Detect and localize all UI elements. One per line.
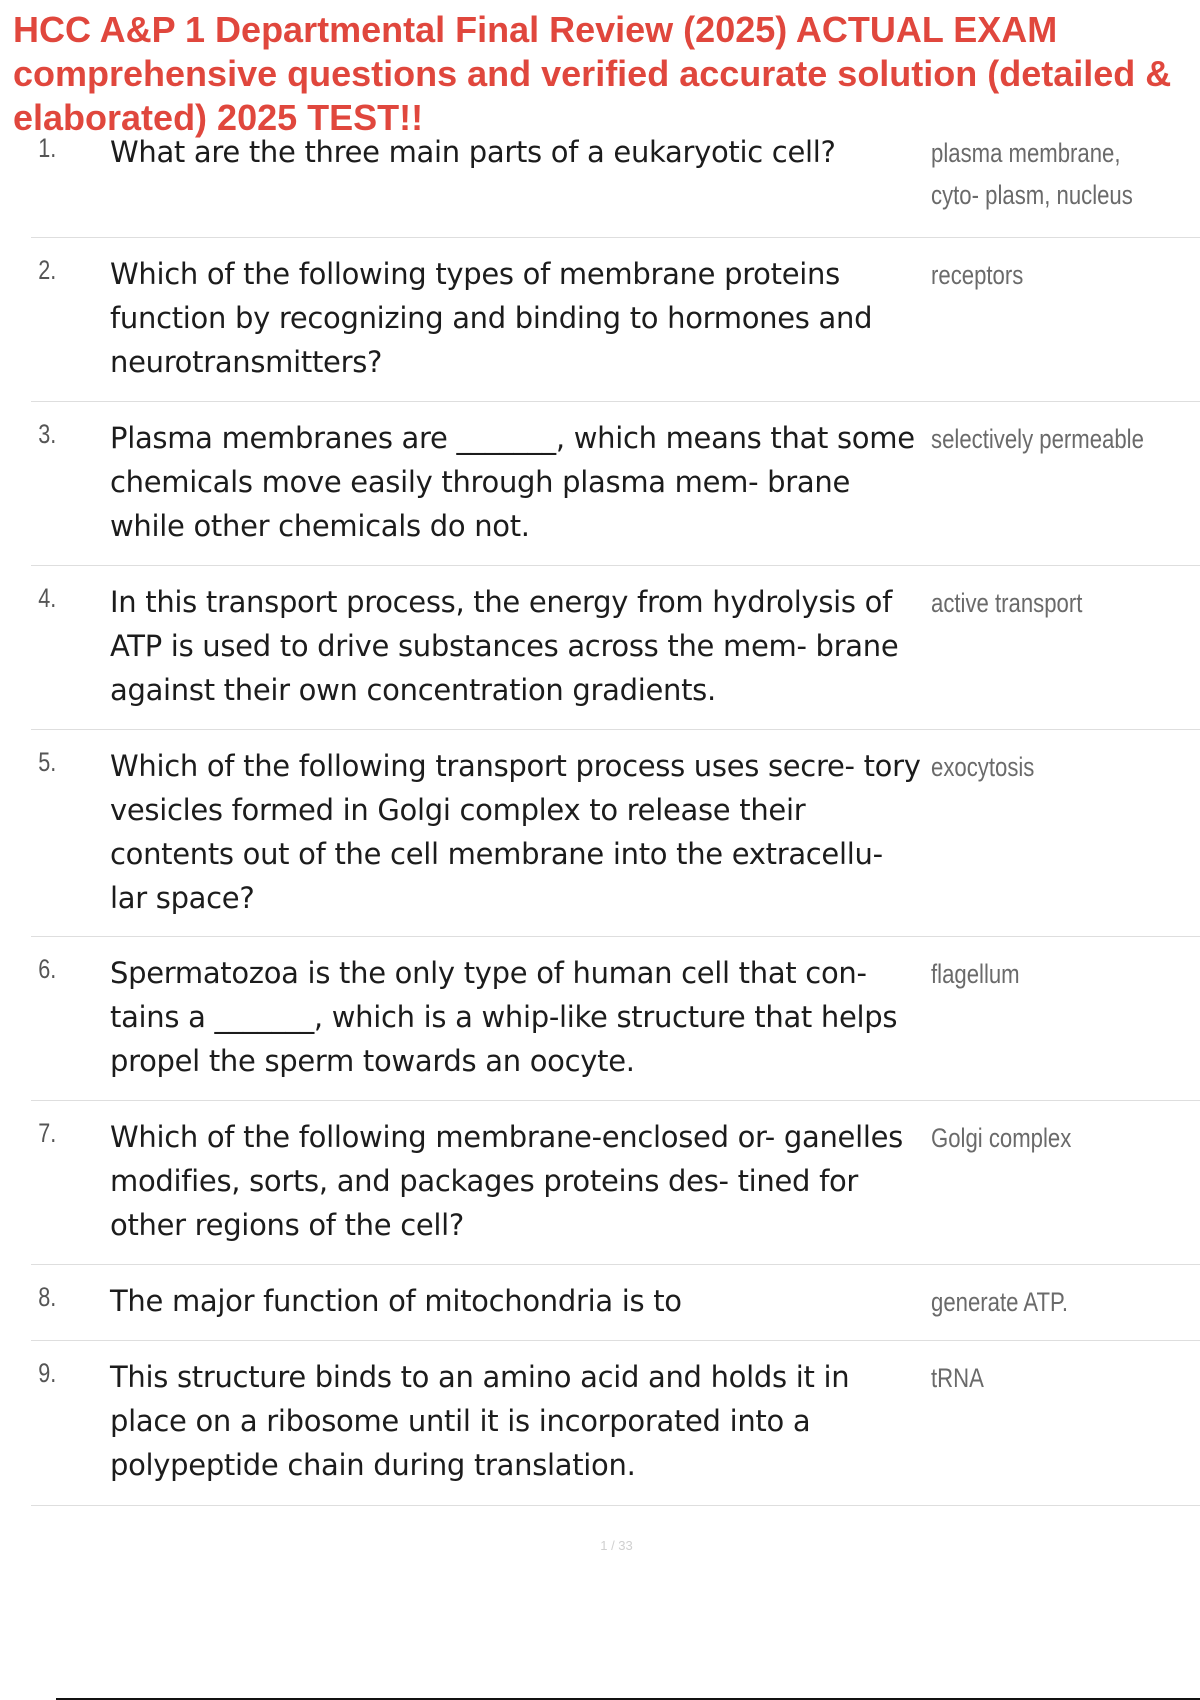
question-text: Which of the following membrane-enclosed or- ganelles modifies, sorts, and packages proteins des- tined for other regions of the cell? — [110, 1120, 903, 1242]
question-row — [31, 730, 1200, 937]
question-text: Plasma membranes are _______, which means that some chemicals move easily through plasma mem- brane while other chemicals do not. — [110, 421, 915, 543]
question-row — [31, 402, 1200, 566]
question-text: Spermatozoa is the only type of human cell that con- tains a _______, which is a whip-like structure that helps propel the sperm towards an oocyte. — [110, 956, 898, 1078]
question-number: 6. — [38, 954, 57, 984]
answer-text: plasma membrane, cyto- plasm, nucleus — [931, 138, 1133, 210]
question-row — [31, 566, 1200, 730]
question-row — [31, 937, 1200, 1101]
question-number: 2. — [38, 255, 57, 285]
question-row — [31, 1341, 1200, 1506]
question-text: This structure binds to an amino acid and holds it in place on a ribosome until it is incorporated into a polypeptide chain during translation. — [110, 1360, 850, 1482]
question-row — [31, 1101, 1200, 1265]
document-title: HCC A&P 1 Departmental Final Review (2025) ACTUAL EXAM comprehensive questions and verified accurate solution (detailed & elaborated) 2025 TEST!! — [13, 9, 1172, 138]
question-number: 5. — [38, 747, 57, 777]
question-text: In this transport process, the energy from hydrolysis of ATP is used to drive substances across the mem- brane against their own concentration gradients. — [110, 585, 899, 707]
answer-text: active transport — [931, 588, 1083, 618]
answer-text: flagellum — [931, 959, 1020, 989]
question-number: 7. — [38, 1118, 57, 1148]
question-text: The major function of mitochondria is to — [110, 1284, 682, 1318]
question-row — [31, 238, 1200, 402]
question-text: What are the three main parts of a eukaryotic cell? — [110, 135, 836, 169]
question-text: Which of the following transport process uses secre- tory vesicles formed in Golgi complex to release their contents out of the cell membrane into the extracellu- lar space? — [110, 749, 921, 915]
page-number: 1 / 33 — [600, 1538, 633, 1553]
question-number: 1. — [38, 133, 57, 163]
question-number: 9. — [38, 1358, 57, 1388]
question-number: 3. — [38, 419, 57, 449]
question-list — [31, 130, 1200, 1506]
answer-text: selectively permeable — [931, 424, 1144, 454]
answer-text: exocytosis — [931, 752, 1035, 782]
question-row — [31, 130, 1200, 238]
answer-text: generate ATP. — [931, 1287, 1069, 1317]
question-row — [31, 1265, 1200, 1341]
question-number: 4. — [38, 583, 57, 613]
question-text: Which of the following types of membrane proteins function by recognizing and binding to hormones and neurotransmitters? — [110, 257, 873, 379]
answer-text: Golgi complex — [931, 1123, 1072, 1153]
answer-text: tRNA — [931, 1363, 984, 1393]
question-number: 8. — [38, 1282, 57, 1312]
answer-text: receptors — [931, 260, 1024, 290]
